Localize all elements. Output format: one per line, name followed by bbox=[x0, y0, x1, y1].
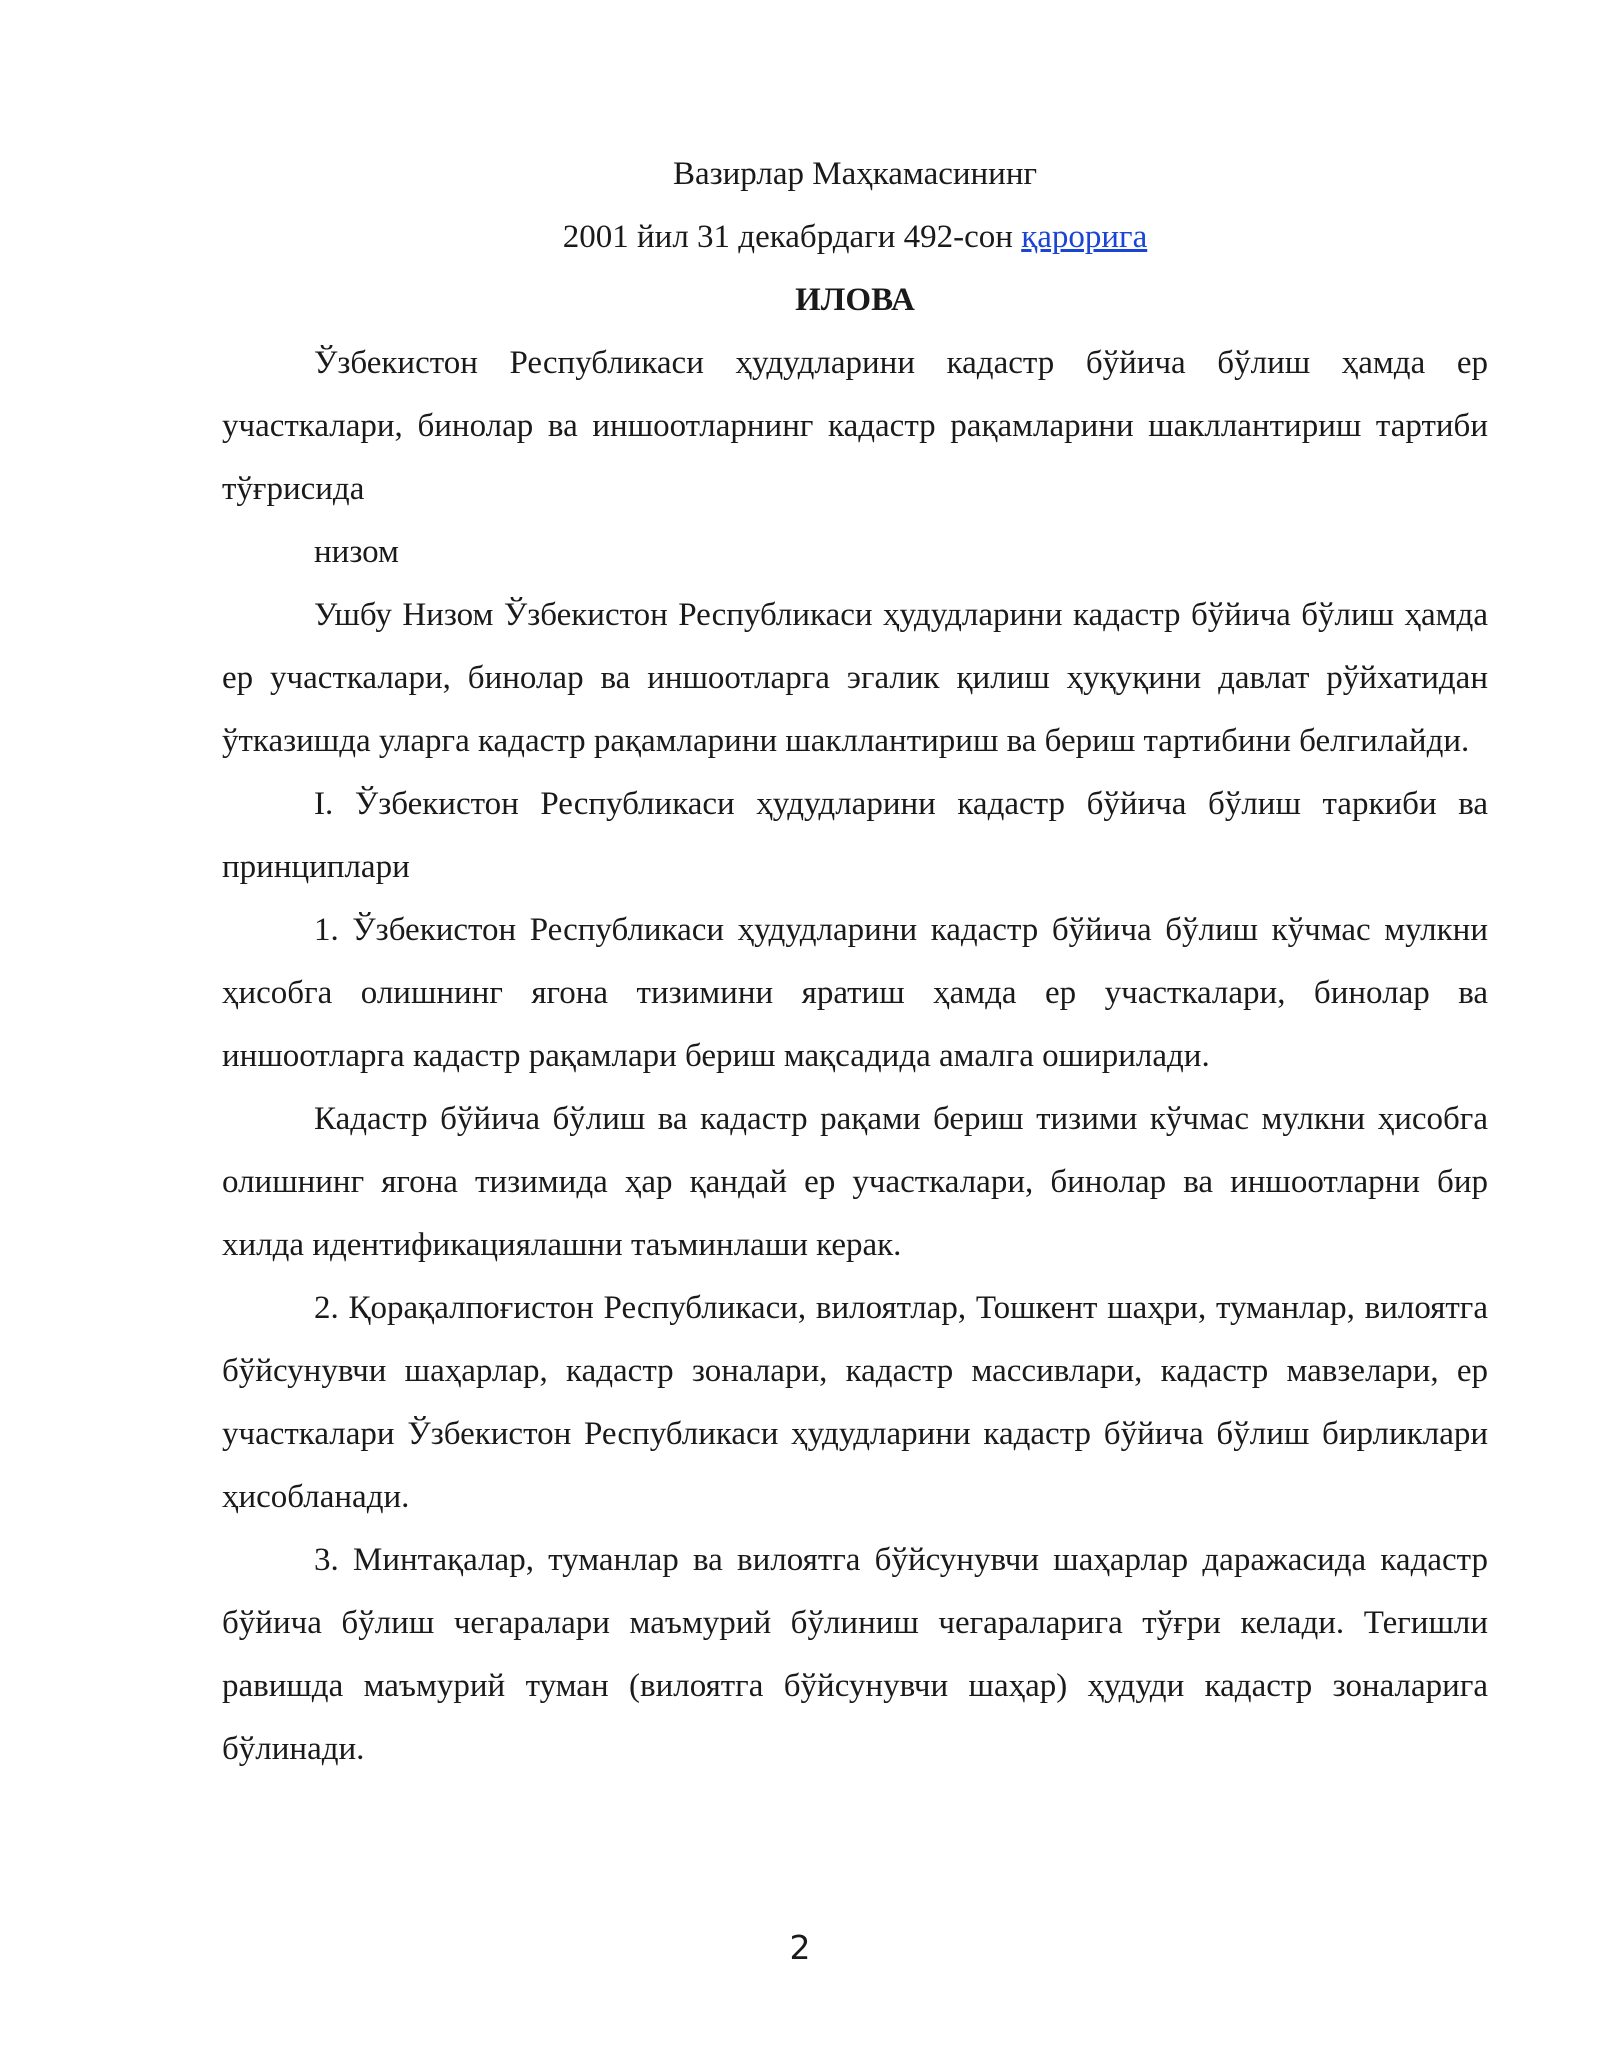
header-line-1: Вазирлар Маҳкамасининг bbox=[672, 156, 1038, 192]
paragraph-subject: Ўзбекистон Республикаси ҳудудларини кадастр бўйича бўлиш ҳамда ер участкалари, бинолар ва иншоотларнинг кадастр рақамларини шакллантириш тартиби тўғрисида bbox=[222, 345, 1488, 507]
paragraph-item-1-cont: Кадастр бўйича бўлиш ва кадастр рақами бериш тизими кўчмас мулкни ҳисобга олишнинг ягона тизимида ҳар қандай ер участкалари, бинолар ва иншоотларни бир хилда идентификациялашни таъминлаши керак. bbox=[222, 1101, 1488, 1263]
paragraph-item-1: 1. Ўзбекистон Республикаси ҳудудларини кадастр бўйича бўлиш кўчмас мулкни ҳисобга олишнинг ягона тизимини яратиш ҳамда ер участкалари, бинолар ва иншоотларга кадастр рақамлари бериш мақсадида амалга оширилади. bbox=[222, 912, 1488, 1074]
page-number: 2 bbox=[789, 1928, 811, 1967]
decree-link[interactable]: қарорига bbox=[1021, 219, 1148, 255]
header-line-2-text: 2001 йил 31 декабрдаги 492-сон bbox=[562, 219, 1022, 255]
paragraph-item-3: 3. Минтақалар, туманлар ва вилоятга бўйсунувчи шаҳарлар даражасида кадастр бўйича бўлиш чегаралари маъмурий бўлиниш чегараларига тўғри келади. Тегишли равишда маъмурий туман (вилоятга бўйсунувчи шаҳар) ҳудуди кадастр зоналарига бўлинади. bbox=[222, 1542, 1488, 1767]
paragraph-intro: Ушбу Низом Ўзбекистон Республикаси ҳудудларини кадастр бўйича бўлиш ҳамда ер участкалари, бинолар ва иншоотларга эгалик қилиш ҳуқуқини давлат рўйхатидан ўтказишда уларга кадастр рақамларини шакллантириш ва бериш тартибини белгилайди. bbox=[222, 597, 1488, 759]
document-title: ИЛОВА bbox=[795, 282, 915, 318]
paragraph-regulation-label: низом bbox=[314, 534, 399, 570]
paragraph-item-2: 2. Қорақалпоғистон Республикаси, вилоятлар, Тошкент шаҳри, туманлар, вилоятга бўйсунувчи шаҳарлар, кадастр зоналари, кадастр массивлари, кадастр мавзелари, ер участкалари Ўзбекистон Республикаси ҳудудларини кадастр бўйича бўлиш бирликлари ҳисобланади. bbox=[222, 1290, 1488, 1515]
document-body bbox=[222, 143, 1488, 1781]
header-line-2 bbox=[222, 206, 1488, 269]
section-heading-1: I. Ўзбекистон Республикаси ҳудудларини кадастр бўйича бўлиш таркиби ва принциплари bbox=[222, 786, 1488, 885]
